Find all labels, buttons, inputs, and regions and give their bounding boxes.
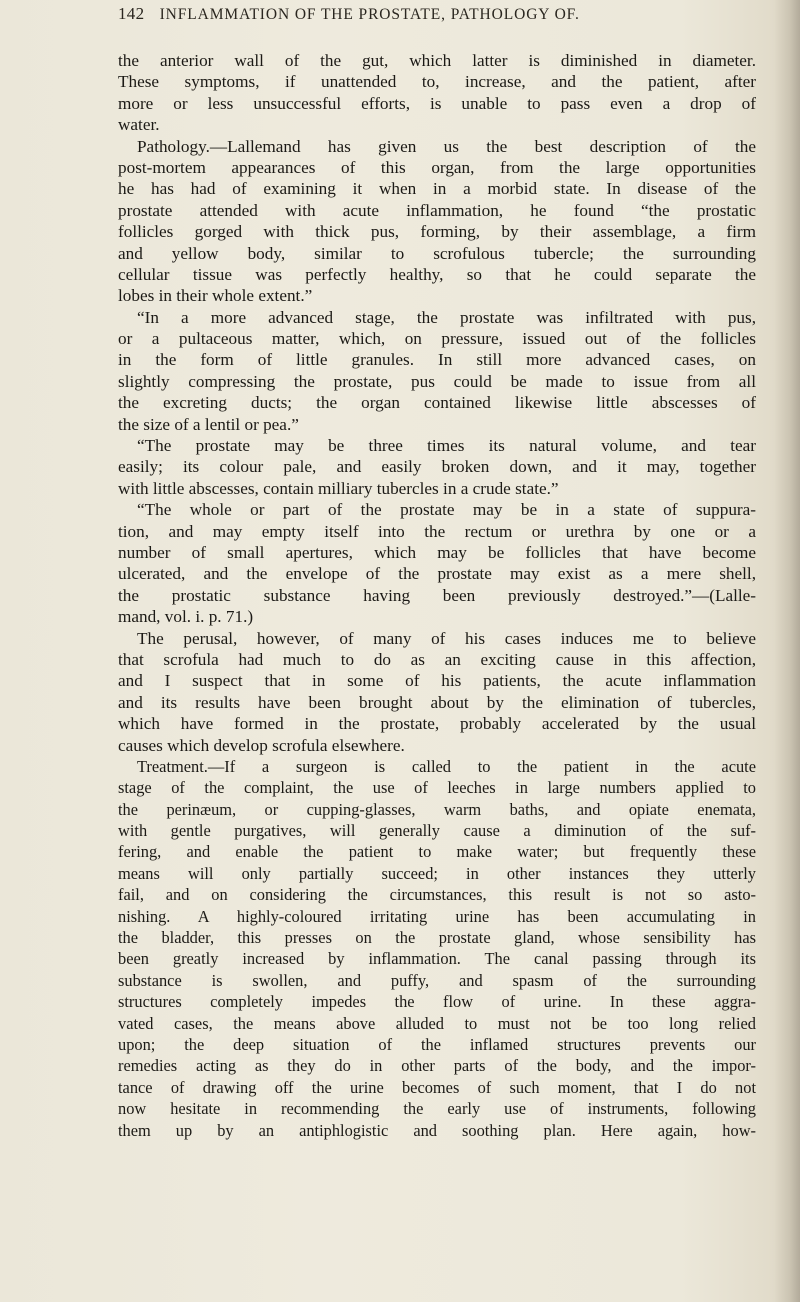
text-line: structures completely impedes the flow of urine. In these aggra- <box>118 992 756 1012</box>
body-text <box>118 50 756 1141</box>
text-line: lobes in their whole extent.” <box>118 286 313 306</box>
text-line: which have formed in the prostate, probably accelerated by the usual <box>118 714 756 734</box>
text-line: with little abscesses, contain milliary tubercles in a crude state.” <box>118 478 559 498</box>
text-line: substance is swollen, and puffy, and spasm of the surrounding <box>118 970 756 990</box>
text-line: cellular tissue was perfectly healthy, so that he could separate the <box>118 264 756 284</box>
text-line: been greatly increased by inflammation. The canal passing through its <box>118 949 756 969</box>
text-line: number of small apertures, which may be follicles that have become <box>118 542 756 562</box>
text-line: mand, vol. i. p. 71.) <box>118 607 254 627</box>
text-line: vated cases, the means above alluded to must not be too long relied <box>118 1013 756 1033</box>
text-line: post-mortem appearances of this organ, from the large opportunities <box>118 157 756 177</box>
text-line: tion, and may empty itself into the rectum or urethra by one or a <box>118 521 756 541</box>
text-line: easily; its colour pale, and easily broken down, and it may, together <box>118 457 756 477</box>
text-line: “The whole or part of the prostate may be in a state of suppura- <box>137 500 756 520</box>
text-line: the anterior wall of the gut, which latter is diminished in diameter. <box>118 51 756 70</box>
text-line: now hesitate in recommending the early use of instruments, following <box>118 1099 756 1119</box>
text-line: he has had of examining it when in a morbid state. In disease of the <box>118 179 756 199</box>
text-line: and its results have been brought about by the elimination of tubercles, <box>118 692 756 712</box>
running-head <box>118 4 758 30</box>
text-line: with gentle purgatives, will generally cause a diminution of the suf- <box>118 821 756 841</box>
text-line: the perinæum, or cupping-glasses, warm baths, and opiate enemata, <box>118 799 756 819</box>
text-line: prostate attended with acute inflammation, he found “the prostatic <box>118 200 756 220</box>
text-line-treatment-heading: Treatment.—If a surgeon is called to the patient in the acute <box>137 756 756 776</box>
text-line: causes which develop scrofula elsewhere. <box>118 735 405 755</box>
text-line: fail, and on considering the circumstances, this result is not so asto- <box>118 885 756 905</box>
text-line: them up by an antiphlogistic and soothing plan. Here again, how- <box>118 1120 756 1140</box>
text-line: water. <box>118 115 160 135</box>
page-edge-shadow <box>774 0 800 1302</box>
text-line: nishing. A highly-coloured irritating urine has been accumulating in <box>118 906 756 926</box>
text-line: fering, and enable the patient to make water; but frequently these <box>118 842 756 862</box>
text-line: These symptoms, if unattended to, increase, and the patient, after <box>118 72 756 92</box>
text-line: the excreting ducts; the organ contained likewise little abscesses of <box>118 393 756 413</box>
text-line: The perusal, however, of many of his cases induces me to believe <box>137 628 756 648</box>
text-line: “In a more advanced stage, the prostate was infiltrated with pus, <box>137 307 756 327</box>
text-line: stage of the complaint, the use of leeches in large numbers applied to <box>118 778 756 798</box>
text-line: the prostatic substance having been previously destroyed.”—(Lalle- <box>118 585 756 605</box>
text-line: remedies acting as they do in other parts of the body, and the impor- <box>118 1056 756 1076</box>
text-line: tance of drawing off the urine becomes of such moment, that I do not <box>118 1077 756 1097</box>
text-line: ulcerated, and the envelope of the prostate may exist as a mere shell, <box>118 564 756 584</box>
text-line: means will only partially succeed; in other instances they utterly <box>118 863 756 883</box>
text-line: that scrofula had much to do as an exciting cause in this affection, <box>118 649 756 669</box>
text-line: upon; the deep situation of the inflamed structures prevents our <box>118 1034 756 1054</box>
text-line: in the form of little granules. In still more advanced cases, on <box>118 350 756 370</box>
text-line: and yellow body, similar to scrofulous tubercle; the surrounding <box>118 243 756 263</box>
page-number: 142 <box>118 4 145 23</box>
text-line: slightly compressing the prostate, pus could be made to issue from all <box>118 371 756 391</box>
running-title: INFLAMMATION OF THE PROSTATE, PATHOLOGY OF. <box>159 6 580 23</box>
text-line: the size of a lentil or pea.” <box>118 414 299 434</box>
text-line: more or less unsuccessful efforts, is unable to pass even a drop of <box>118 93 756 113</box>
text-line: follicles gorged with thick pus, forming, by their assemblage, a firm <box>118 222 756 242</box>
text-line: the bladder, this presses on the prostate gland, whose sensibility has <box>118 928 756 948</box>
text-line-pathology-heading: Pathology.—Lallemand has given us the best description of the <box>137 136 756 156</box>
text-line: and I suspect that in some of his patients, the acute inflammation <box>118 671 756 691</box>
text-line: “The prostate may be three times its natural volume, and tear <box>137 436 756 456</box>
text-line: or a pultaceous matter, which, on pressure, issued out of the follicles <box>118 329 756 349</box>
